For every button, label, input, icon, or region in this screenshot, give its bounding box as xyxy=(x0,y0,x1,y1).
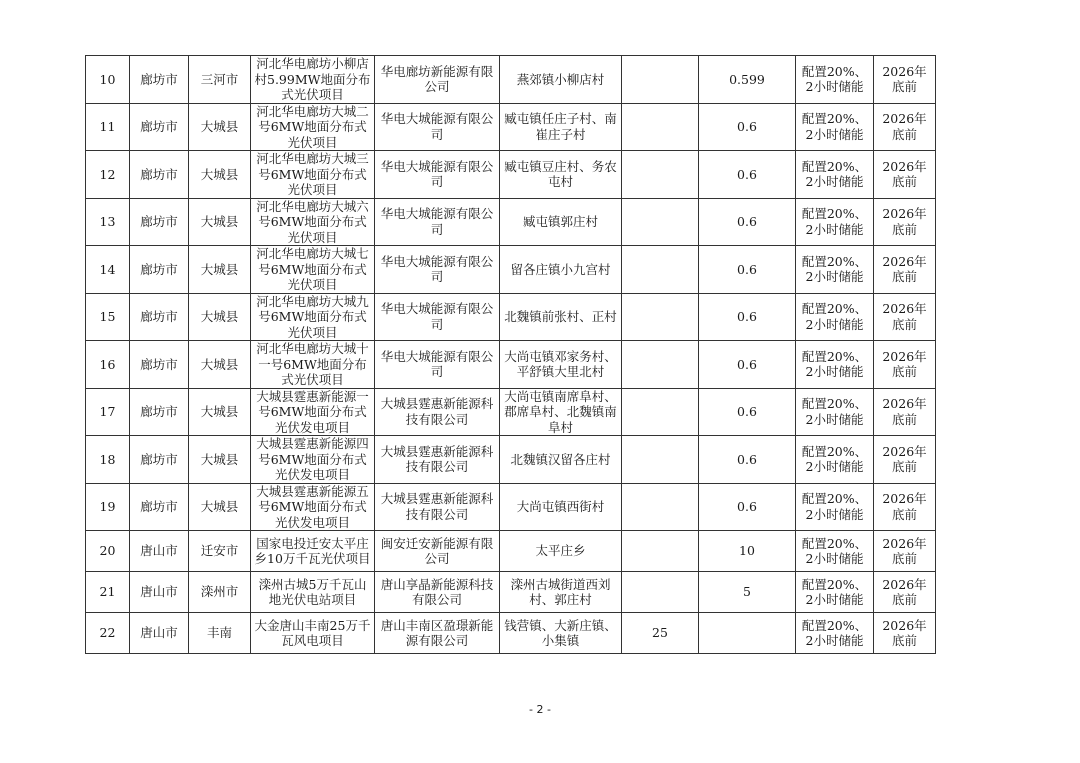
table-row xyxy=(86,613,936,654)
county-cell: 三河市 xyxy=(189,56,251,104)
table-row xyxy=(86,436,936,484)
row-number: 17 xyxy=(86,388,130,436)
company-cell: 大城县霆惠新能源科技有限公司 xyxy=(375,436,500,484)
city-cell: 廊坊市 xyxy=(130,151,189,199)
solar-capacity-cell: 5 xyxy=(699,572,796,613)
company-cell: 华电廊坊新能源有限公司 xyxy=(375,56,500,104)
location-cell: 留各庄镇小九宫村 xyxy=(500,246,622,294)
project-name-cell: 河北华电廊坊小柳店村5.99MW地面分布式光伏项目 xyxy=(251,56,375,104)
company-cell: 华电大城能源有限公司 xyxy=(375,198,500,246)
row-number: 21 xyxy=(86,572,130,613)
location-cell: 臧屯镇任庄子村、南崔庄子村 xyxy=(500,103,622,151)
storage-requirement-cell: 配置20%、2小时储能 xyxy=(796,151,874,199)
deadline-cell: 2026年底前 xyxy=(874,246,936,294)
page-number: - 2 - xyxy=(529,703,551,716)
company-cell: 大城县霆惠新能源科技有限公司 xyxy=(375,483,500,531)
deadline-cell: 2026年底前 xyxy=(874,198,936,246)
row-number: 12 xyxy=(86,151,130,199)
storage-requirement-cell: 配置20%、2小时储能 xyxy=(796,531,874,572)
row-number: 16 xyxy=(86,341,130,389)
project-name-cell: 大城县霆惠新能源一号6MW地面分布式光伏发电项目 xyxy=(251,388,375,436)
solar-capacity-cell: 0.6 xyxy=(699,151,796,199)
location-cell: 大尚屯镇邓家务村、平舒镇大里北村 xyxy=(500,341,622,389)
city-cell: 廊坊市 xyxy=(130,436,189,484)
project-name-cell: 河北华电廊坊大城二号6MW地面分布式光伏项目 xyxy=(251,103,375,151)
county-cell: 大城县 xyxy=(189,246,251,294)
project-name-cell: 河北华电廊坊大城十一号6MW地面分布式光伏项目 xyxy=(251,341,375,389)
city-cell: 廊坊市 xyxy=(130,246,189,294)
project-name-cell: 大城县霆惠新能源四号6MW地面分布式光伏发电项目 xyxy=(251,436,375,484)
deadline-cell: 2026年底前 xyxy=(874,103,936,151)
storage-requirement-cell: 配置20%、2小时储能 xyxy=(796,436,874,484)
solar-capacity-cell: 0.599 xyxy=(699,56,796,104)
storage-requirement-cell: 配置20%、2小时储能 xyxy=(796,572,874,613)
city-cell: 廊坊市 xyxy=(130,103,189,151)
wind-capacity-cell xyxy=(622,103,699,151)
solar-capacity-cell: 0.6 xyxy=(699,436,796,484)
deadline-cell: 2026年底前 xyxy=(874,572,936,613)
table-row xyxy=(86,388,936,436)
project-name-cell: 河北华电廊坊大城三号6MW地面分布式光伏项目 xyxy=(251,151,375,199)
location-cell: 臧屯镇郭庄村 xyxy=(500,198,622,246)
solar-capacity-cell: 0.6 xyxy=(699,103,796,151)
table-row xyxy=(86,531,936,572)
deadline-cell: 2026年底前 xyxy=(874,388,936,436)
wind-capacity-cell: 25 xyxy=(622,613,699,654)
solar-capacity-cell: 0.6 xyxy=(699,341,796,389)
company-cell: 大城县霆惠新能源科技有限公司 xyxy=(375,388,500,436)
project-name-cell: 大金唐山丰南25万千瓦风电项目 xyxy=(251,613,375,654)
county-cell: 迁安市 xyxy=(189,531,251,572)
location-cell: 臧屯镇豆庄村、务农屯村 xyxy=(500,151,622,199)
city-cell: 廊坊市 xyxy=(130,483,189,531)
county-cell: 大城县 xyxy=(189,151,251,199)
table-row xyxy=(86,151,936,199)
wind-capacity-cell xyxy=(622,56,699,104)
row-number: 22 xyxy=(86,613,130,654)
solar-capacity-cell xyxy=(699,613,796,654)
location-cell: 燕郊镇小柳店村 xyxy=(500,56,622,104)
project-name-cell: 河北华电廊坊大城九号6MW地面分布式光伏项目 xyxy=(251,293,375,341)
company-cell: 华电大城能源有限公司 xyxy=(375,341,500,389)
county-cell: 丰南 xyxy=(189,613,251,654)
wind-capacity-cell xyxy=(622,198,699,246)
solar-capacity-cell: 0.6 xyxy=(699,293,796,341)
location-cell: 大尚屯镇南席阜村、郡席阜村、北魏镇南阜村 xyxy=(500,388,622,436)
deadline-cell: 2026年底前 xyxy=(874,293,936,341)
project-name-cell: 滦州古城5万千瓦山地光伏电站项目 xyxy=(251,572,375,613)
wind-capacity-cell xyxy=(622,531,699,572)
storage-requirement-cell: 配置20%、2小时储能 xyxy=(796,341,874,389)
wind-capacity-cell xyxy=(622,293,699,341)
deadline-cell: 2026年底前 xyxy=(874,56,936,104)
wind-capacity-cell xyxy=(622,151,699,199)
table-row xyxy=(86,341,936,389)
location-cell: 北魏镇汉留各庄村 xyxy=(500,436,622,484)
table-row xyxy=(86,103,936,151)
storage-requirement-cell: 配置20%、2小时储能 xyxy=(796,293,874,341)
table-row xyxy=(86,246,936,294)
project-name-cell: 河北华电廊坊大城六号6MW地面分布式光伏项目 xyxy=(251,198,375,246)
table-row xyxy=(86,198,936,246)
company-cell: 华电大城能源有限公司 xyxy=(375,151,500,199)
city-cell: 廊坊市 xyxy=(130,388,189,436)
city-cell: 廊坊市 xyxy=(130,198,189,246)
storage-requirement-cell: 配置20%、2小时储能 xyxy=(796,388,874,436)
storage-requirement-cell: 配置20%、2小时储能 xyxy=(796,613,874,654)
row-number: 18 xyxy=(86,436,130,484)
company-cell: 华电大城能源有限公司 xyxy=(375,246,500,294)
county-cell: 大城县 xyxy=(189,483,251,531)
wind-capacity-cell xyxy=(622,341,699,389)
company-cell: 闽安迁安新能源有限公司 xyxy=(375,531,500,572)
location-cell: 大尚屯镇西街村 xyxy=(500,483,622,531)
wind-capacity-cell xyxy=(622,246,699,294)
row-number: 10 xyxy=(86,56,130,104)
deadline-cell: 2026年底前 xyxy=(874,436,936,484)
county-cell: 滦州市 xyxy=(189,572,251,613)
solar-capacity-cell: 0.6 xyxy=(699,388,796,436)
company-cell: 唐山享晶新能源科技有限公司 xyxy=(375,572,500,613)
city-cell: 唐山市 xyxy=(130,572,189,613)
storage-requirement-cell: 配置20%、2小时储能 xyxy=(796,246,874,294)
county-cell: 大城县 xyxy=(189,103,251,151)
deadline-cell: 2026年底前 xyxy=(874,531,936,572)
county-cell: 大城县 xyxy=(189,436,251,484)
project-table xyxy=(85,55,936,654)
table-row xyxy=(86,483,936,531)
location-cell: 钱营镇、大新庄镇、小集镇 xyxy=(500,613,622,654)
company-cell: 唐山丰南区盈璟新能源有限公司 xyxy=(375,613,500,654)
city-cell: 唐山市 xyxy=(130,531,189,572)
company-cell: 华电大城能源有限公司 xyxy=(375,293,500,341)
solar-capacity-cell: 0.6 xyxy=(699,198,796,246)
project-name-cell: 河北华电廊坊大城七号6MW地面分布式光伏项目 xyxy=(251,246,375,294)
county-cell: 大城县 xyxy=(189,388,251,436)
table-row xyxy=(86,56,936,104)
wind-capacity-cell xyxy=(622,483,699,531)
location-cell: 滦州古城街道西刘村、郭庄村 xyxy=(500,572,622,613)
solar-capacity-cell: 10 xyxy=(699,531,796,572)
solar-capacity-cell: 0.6 xyxy=(699,246,796,294)
wind-capacity-cell xyxy=(622,436,699,484)
project-name-cell: 国家电投迁安太平庄乡10万千瓦光伏项目 xyxy=(251,531,375,572)
county-cell: 大城县 xyxy=(189,198,251,246)
location-cell: 北魏镇前张村、正村 xyxy=(500,293,622,341)
city-cell: 唐山市 xyxy=(130,613,189,654)
storage-requirement-cell: 配置20%、2小时储能 xyxy=(796,56,874,104)
row-number: 11 xyxy=(86,103,130,151)
row-number: 19 xyxy=(86,483,130,531)
row-number: 15 xyxy=(86,293,130,341)
county-cell: 大城县 xyxy=(189,293,251,341)
wind-capacity-cell xyxy=(622,572,699,613)
project-name-cell: 大城县霆惠新能源五号6MW地面分布式光伏发电项目 xyxy=(251,483,375,531)
deadline-cell: 2026年底前 xyxy=(874,613,936,654)
wind-capacity-cell xyxy=(622,388,699,436)
storage-requirement-cell: 配置20%、2小时储能 xyxy=(796,198,874,246)
county-cell: 大城县 xyxy=(189,341,251,389)
city-cell: 廊坊市 xyxy=(130,56,189,104)
location-cell: 太平庄乡 xyxy=(500,531,622,572)
deadline-cell: 2026年底前 xyxy=(874,483,936,531)
city-cell: 廊坊市 xyxy=(130,341,189,389)
row-number: 20 xyxy=(86,531,130,572)
table-row xyxy=(86,293,936,341)
solar-capacity-cell: 0.6 xyxy=(699,483,796,531)
row-number: 14 xyxy=(86,246,130,294)
city-cell: 廊坊市 xyxy=(130,293,189,341)
storage-requirement-cell: 配置20%、2小时储能 xyxy=(796,103,874,151)
table-row xyxy=(86,572,936,613)
row-number: 13 xyxy=(86,198,130,246)
deadline-cell: 2026年底前 xyxy=(874,341,936,389)
company-cell: 华电大城能源有限公司 xyxy=(375,103,500,151)
deadline-cell: 2026年底前 xyxy=(874,151,936,199)
storage-requirement-cell: 配置20%、2小时储能 xyxy=(796,483,874,531)
